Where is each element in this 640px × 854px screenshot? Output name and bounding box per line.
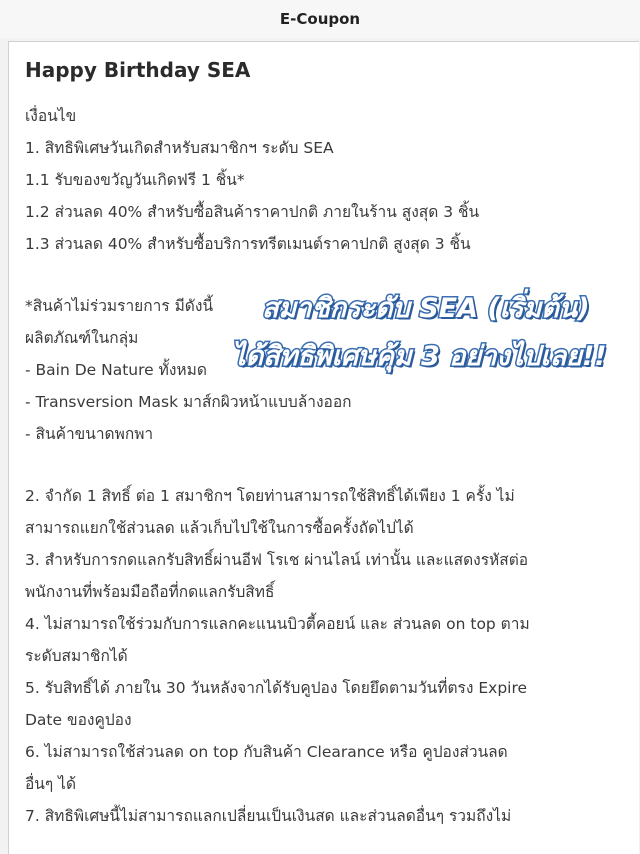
spacer — [25, 450, 625, 480]
terms-line: 7. สิทธิพิเศษนี้ไม่สามารถแลกเปลี่ยนเป็นเงินสด และส่วนลดอื่นๆ รวมถึงไม่ — [25, 807, 512, 825]
coupon-title: Happy Birthday SEA — [25, 58, 251, 82]
terms-line: อื่นๆ ได้ — [25, 775, 77, 793]
terms-line: *สินค้าไม่ร่วมรายการ มีดังนี้ — [25, 297, 214, 315]
terms-line: Date ของคูปอง — [25, 711, 132, 729]
terms-line: 1.1 รับของขวัญวันเกิดฟรี 1 ชิ้น* — [25, 171, 245, 189]
terms-line: 4. ไม่สามารถใช้ร่วมกับการแลกคะแนนบิวตี้คอยน์ และ ส่วนลด on top ตาม — [25, 615, 530, 633]
terms-line: 1.2 ส่วนลด 40% สำหรับซื้อสินค้าราคาปกติ ภายในร้าน สูงสุด 3 ชิ้น — [25, 203, 480, 221]
terms-line: พนักงานที่พร้อมมือถือที่กดแลกรับสิทธิ์ — [25, 583, 275, 601]
terms-line: - สินค้าขนาดพกพา — [25, 425, 154, 443]
terms-line: ผลิตภัณฑ์ในกลุ่ม — [25, 329, 139, 347]
terms-line: - Bain De Nature ทั้งหมด — [25, 361, 207, 379]
page-title: E-Coupon — [279, 10, 361, 28]
terms-line: 1.3 ส่วนลด 40% สำหรับซื้อบริการทรีตเมนต์ราคาปกติ สูงสุด 3 ชิ้น — [25, 235, 471, 253]
coupon-terms — [25, 100, 625, 832]
promo-overlay-line2: ได้สิทธิพิเศษคุ้ม 3 อย่างไปเลย!! — [232, 341, 607, 372]
top-bar — [0, 0, 640, 38]
terms-line: 2. จำกัด 1 สิทธิ์ ต่อ 1 สมาชิกฯ โดยท่านสามารถใช้สิทธิ์ได้เพียง 1 ครั้ง ไม่ — [25, 487, 515, 505]
terms-line: 6. ไม่สามารถใช้ส่วนลด on top กับสินค้า Clearance หรือ คูปองส่วนลด — [25, 743, 508, 761]
coupon-card — [8, 41, 639, 854]
terms-line: สามารถแยกใช้ส่วนลด แล้วเก็บไปใช้ในการซื้อครั้งถัดไปได้ — [25, 519, 414, 537]
terms-line: 3. สำหรับการกดแลกรับสิทธิ์ผ่านอีฟ โรเช ผ่านไลน์ เท่านั้น และแสดงรหัสต่อ — [25, 551, 529, 569]
terms-line: 1. สิทธิพิเศษวันเกิดสำหรับสมาชิกฯ ระดับ SEA — [25, 139, 334, 157]
promo-overlay-line1: สมาชิกระดับ SEA (เริ่มต้น) — [262, 293, 590, 324]
terms-line: ระดับสมาชิกได้ — [25, 647, 128, 665]
terms-line: - Transversion Mask มาส์กผิวหน้าแบบล้างออก — [25, 393, 352, 411]
terms-line: 5. รับสิทธิ์ได้ ภายใน 30 วันหลังจากได้รับคูปอง โดยยึดตามวันที่ตรง Expire — [25, 679, 528, 697]
terms-line: เงื่อนไข — [25, 107, 77, 125]
